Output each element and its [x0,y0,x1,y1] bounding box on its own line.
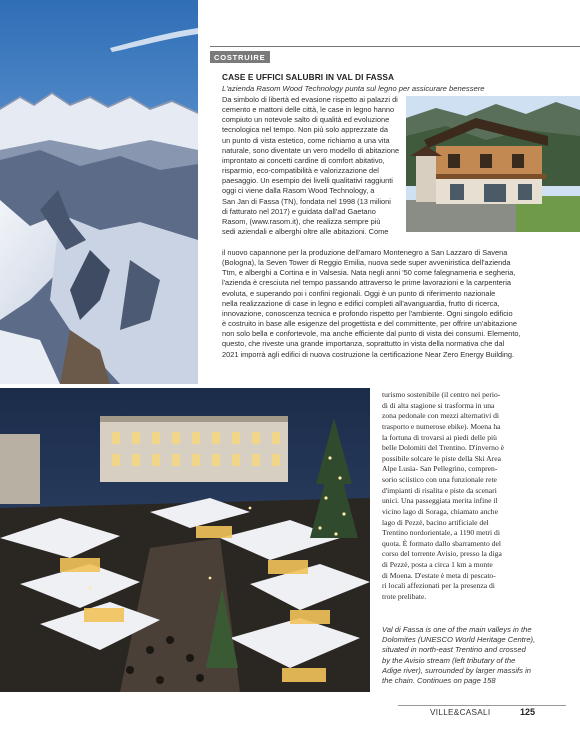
text-line: innovazione, conoscenza tecnica e profondo rispetto per l'ambiente. Ogni singolo edificio [222,308,513,318]
section-label: COSTRUIRE [210,51,270,63]
caption-line: the chain. Continues on page 158 [382,676,496,686]
caption-line: Val di Fassa is one of the main valleys in the [382,625,532,634]
text-line: San Jan di Fassa (TN), fondata nel 1998 (13 milioni [222,196,391,206]
text-line: sedi aziendali e alberghi oltre alle abitazioni. Come [222,227,389,237]
article-intro-column [222,95,402,237]
text-line: corso del torrente Avisio, presso la diga [382,549,502,559]
text-line: non solo bella e confortevole, ma anche efficiente dal punto di vista dei consumi. Elemento, [222,329,521,339]
text-line: di di alta stagione si trasforma in una [382,400,495,410]
text-line: belle Dolomiti del Trentino. D'inverno è [382,443,505,453]
page-number: 125 [520,707,536,717]
text-line: un punto di vista estetico, come richiamo a una vita [222,135,390,145]
text-line: turismo sostenibile (il centro nei perio- [382,390,501,399]
text-line: Trentino nordorientale, a 1190 metri di [382,528,500,538]
text-line: zona pedonale con mezzi alternativi di [382,411,500,421]
text-line: compiuto un notevole salto di qualità ed evoluzione [222,115,390,125]
moena-text-column [382,390,564,603]
article-title: CASE E UFFICI SALUBRI IN VAL DI FASSA [222,72,395,82]
house-photo [406,96,580,232]
text-line: di Pezzè, posta a circa 1 km a monte [382,560,493,569]
text-line: Ttm, e alberghi a Cortina e in Valsesia. Nata negli anni '50 come falegnameria e segheria, [222,268,516,278]
text-line: paesaggio. Un esempio dei livelli qualitativi raggiunti [222,176,393,186]
text-line: risparmio, eco-compatibilità e valorizzazione del [222,166,379,176]
text-line: è costruito in base alle esigenze del progettista e del committente, per offrire un'abitazione [222,319,518,329]
text-line: trasporto e numerose ebike). Moena ha [382,421,501,431]
magazine-name: VILLE&CASALI [430,708,491,717]
text-line: improntato ai concetti cardine di comfort abitativo, [222,155,385,165]
text-line: di fatturato nel 2017) e guidata dall'ad Gaetano [222,206,376,216]
text-line: Da simbolo di libertà ed evasione rispetto ai palazzi di [222,95,398,104]
article-subtitle: L'azienda Rasom Wood Technology punta sul legno per assicurare benessere [222,84,485,93]
text-line: ri locali affezionati per la presenza di [382,581,495,591]
text-line: evoluta, e superando poi i confini regionali. Oggi è un punto di riferimento nazionale [222,288,496,298]
text-line: quota. È formato dallo sbarramento del [382,538,501,548]
caption-line: Adige river), surrounded by larger massifs in [382,665,531,675]
section-tag [210,46,580,62]
text-line: cemento e mattoni delle città, le case in legno hanno [222,105,395,115]
text-line: sorio sciistico con una funzionale rete [382,475,497,484]
text-line: Rasom, (www.rasom.it), che realizza sempre più [222,216,381,226]
text-line: tecnologica nel tempo. Non più solo apprezzate da [222,125,388,135]
text-line: questo, che riveste una grande importanza, soprattutto in vista della normativa che dal [222,339,505,349]
text-line: nella realizzazione di case in legno e edifici completi all'avanguardia, frutto di ricerca, [222,298,500,308]
text-line: l'azienda è cresciuta nel tempo passando attraverso le prime lavorazioni e la carpenteria [222,278,511,288]
photo-caption [382,625,564,686]
mountain-illustration [0,0,198,384]
text-line: trote prelibate. [382,591,427,601]
text-line: di Moena. D'estate è meta di pescato- [382,570,496,580]
text-line: d'impianti di risalita e piste da scenari [382,485,497,495]
caption-line: situated in north-east Trentino and crossed [382,645,526,655]
text-line: (Bologna), la Seven Tower di Reggio Emilia, nuova sede super avveniristica dell'azienda [222,258,511,268]
text-line: possibile solcare le piste della Ski Area [382,453,501,463]
text-line: naturale, sono diventate un vero modello di abitazione [222,145,400,155]
footer-divider [398,705,566,706]
text-line: il nuovo capannone per la produzione dell'amaro Montenegro a San Lazzaro di Savena [222,248,508,257]
mountain-photo [0,0,198,384]
article-body-column [222,248,562,360]
text-line: 2021 imporrà agli edifici di nuova costruzione la certificazione Near Zero Energy Building. [222,349,515,359]
caption-line: Dolomites (UNESCO World Heritage Centre), [382,635,536,645]
text-line: lago di Pezzè, bacino artificiale del [382,517,489,527]
caption-line: by the Avisio stream (left tributary of the [382,655,516,665]
text-line: oggi ci viene dalla Rasom Wood Technology, a [222,186,375,196]
market-illustration [0,388,370,692]
text-line: vicino lago di Soraga, chiamato anche [382,506,498,516]
text-line: Alpe Lusia- San Pellegrino, compren- [382,464,498,474]
text-line: la fortuna di trovarsi ai piedi delle più [382,432,497,442]
text-line: unici. Una passeggiata merita infine il [382,496,498,506]
house-illustration [406,96,580,232]
christmas-market-photo [0,388,370,692]
